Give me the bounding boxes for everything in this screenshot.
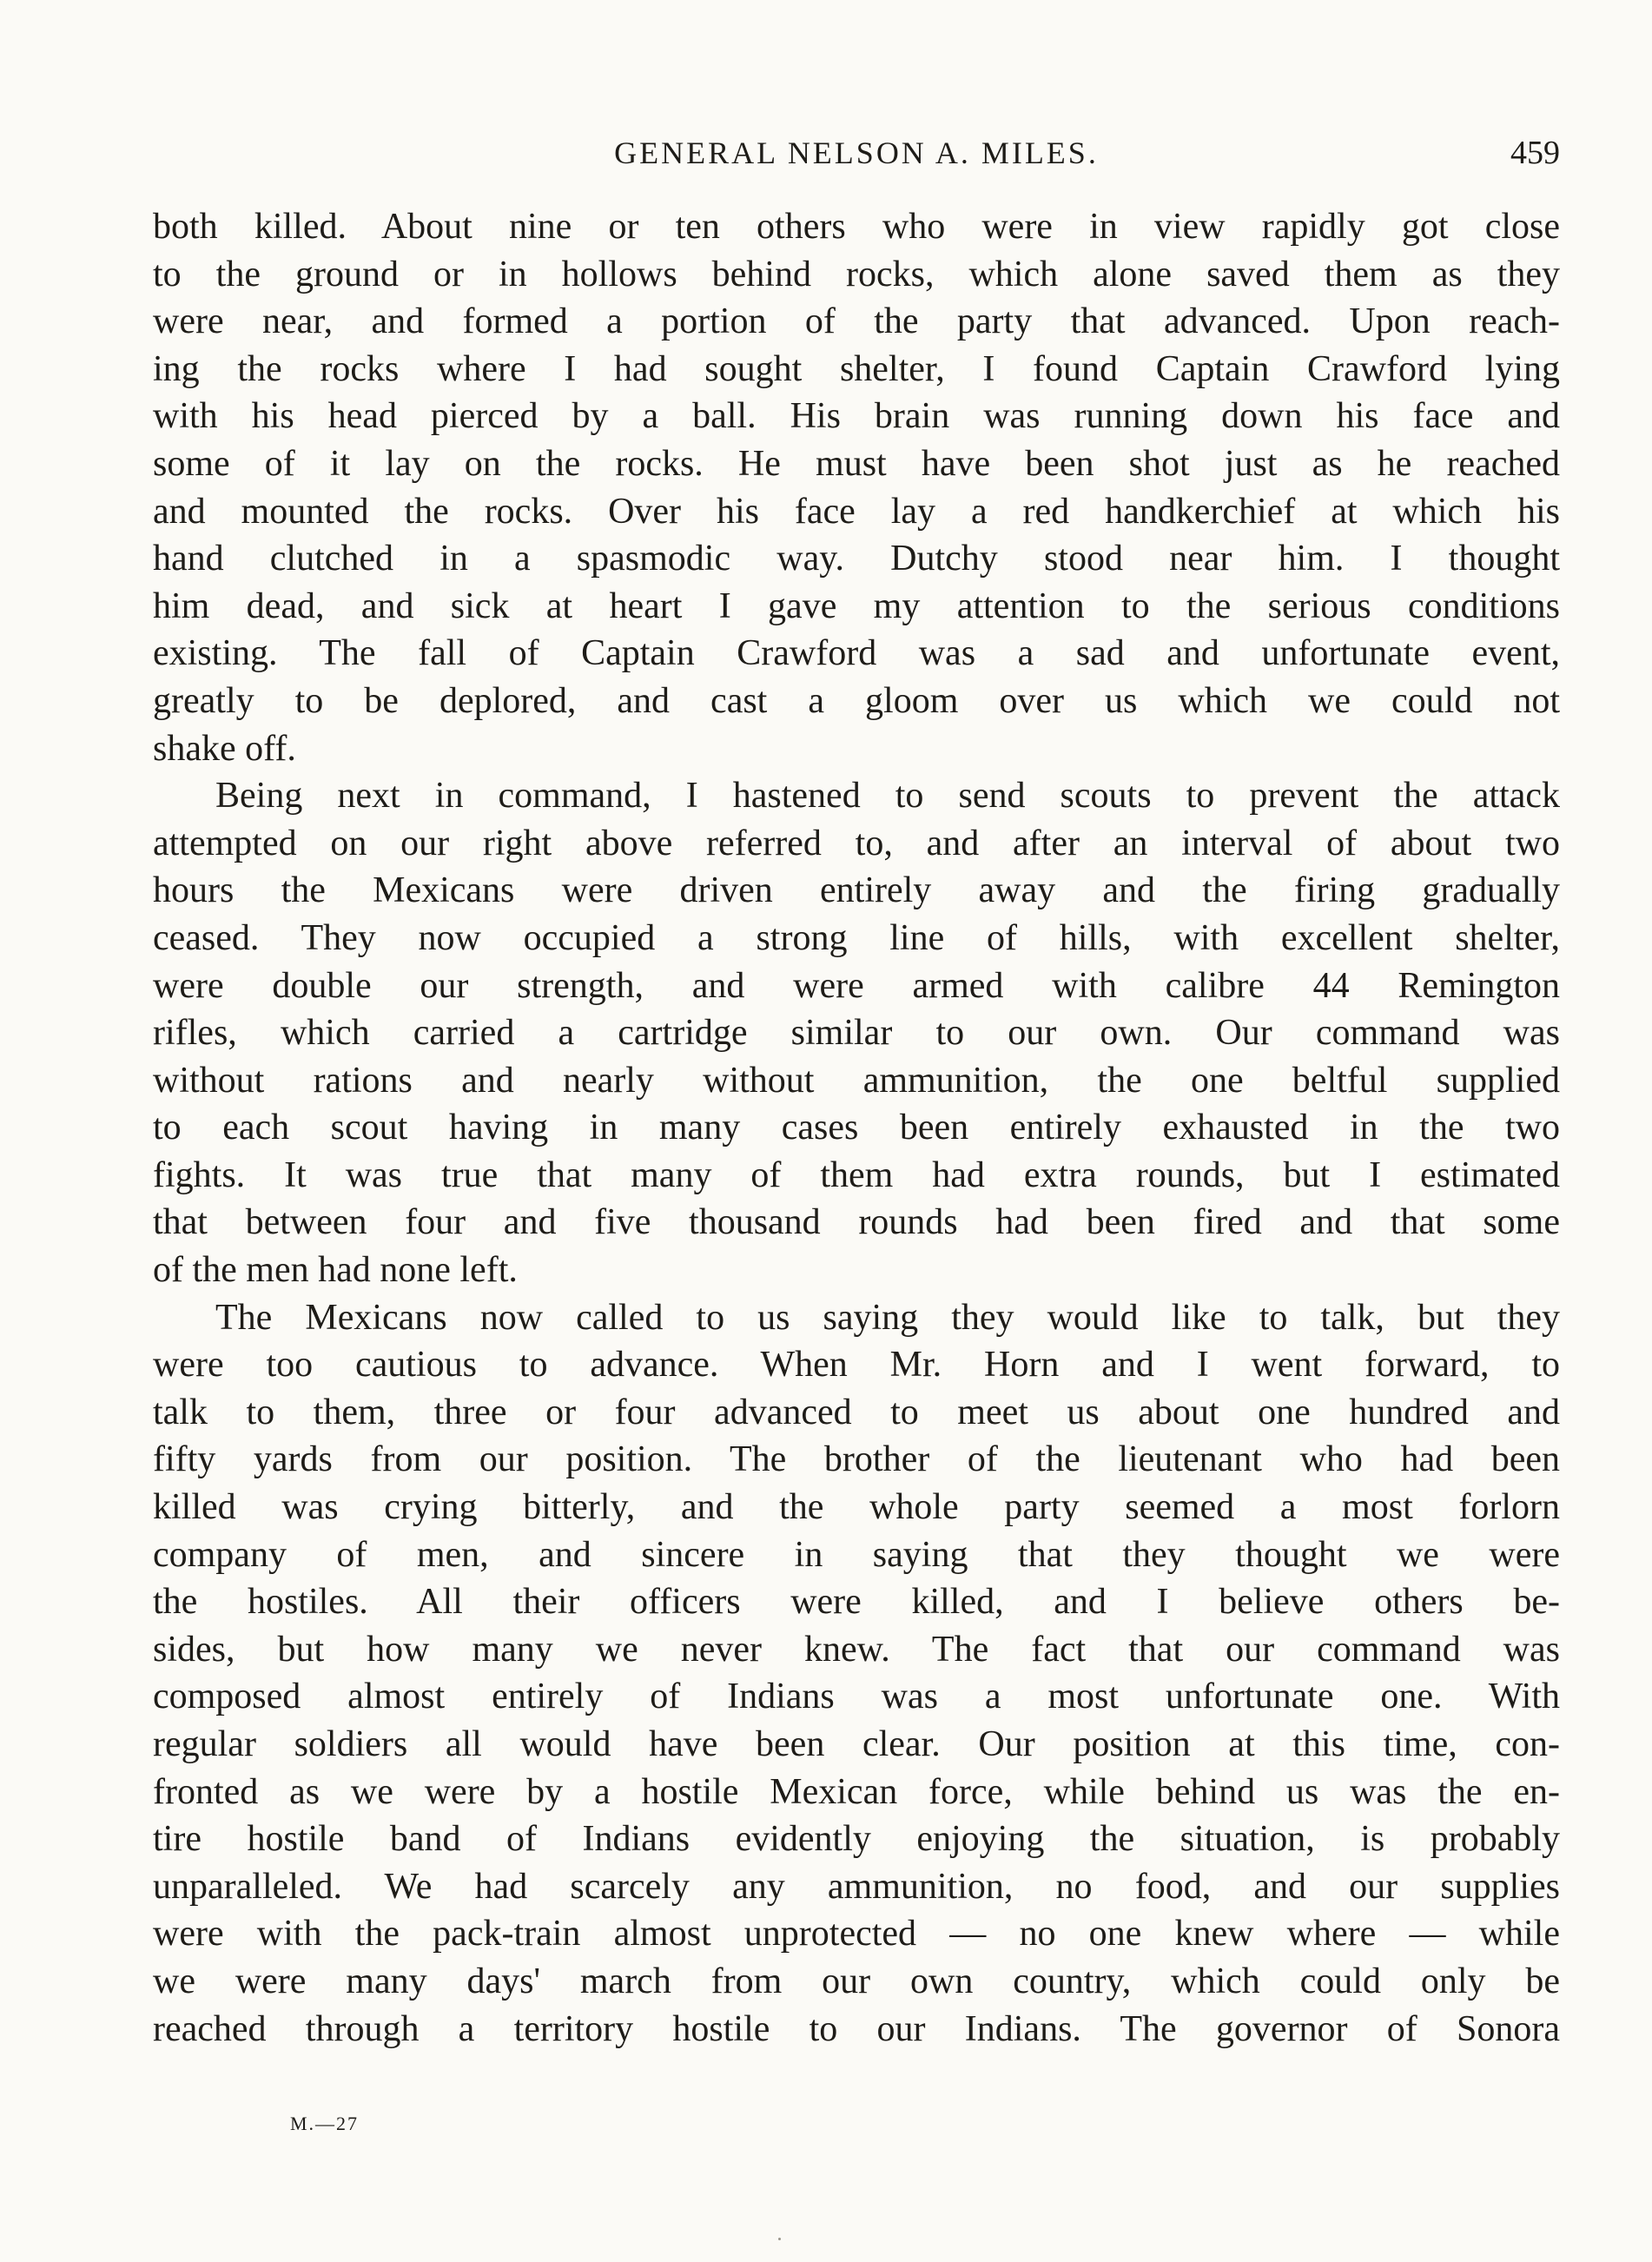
running-head (153, 127, 1560, 179)
text-line: of the men had none left. (153, 1250, 518, 1291)
text-line: hours the Mexicans were driven entirely away and the firing gradually (153, 870, 1560, 911)
text-line: some of it lay on the rocks. He must have been shot just as he reached (153, 443, 1560, 484)
signature-mark: M.—27 (290, 2113, 360, 2134)
paragraph-3 (153, 1294, 1560, 2054)
text-line: were near, and formed a portion of the party that advanced. Upon reach- (153, 301, 1560, 342)
text-line: The Mexicans now called to us saying they would like to talk, but they (215, 1297, 1560, 1338)
text-line: talk to them, three or four advanced to meet us about one hundred and (153, 1392, 1560, 1432)
text-line: Being next in command, I hastened to send scouts to prevent the attack (215, 776, 1560, 817)
text-line: to each scout having in many cases been entirely exhausted in the two (153, 1108, 1560, 1148)
text-line: ing the rocks where I had sought shelter, I found Captain Crawford lying (153, 348, 1560, 389)
text-line: fronted as we were by a hostile Mexican force, while behind us was the en- (153, 1771, 1560, 1812)
text-line: hand clutched in a spasmodic way. Dutchy stood near him. I thought (153, 539, 1560, 579)
text-line: regular soldiers all would have been clear. Our position at this time, con- (153, 1724, 1560, 1764)
text-line: composed almost entirely of Indians was a most unfortunate one. With (153, 1677, 1560, 1717)
text-line: both killed. About nine or ten others who were in view rapidly got close (153, 207, 1560, 247)
text-line: attempted on our right above referred to, and after an interval of about two (153, 823, 1560, 863)
text-line: fifty yards from our position. The brother of the lieutenant who had been (153, 1439, 1560, 1480)
text-line: the hostiles. All their officers were killed, and I believe others be- (153, 1582, 1560, 1623)
paragraph-1 (153, 203, 1560, 772)
running-title: GENERAL NELSON A. MILES. (614, 136, 1099, 170)
text-line: we were many days' march from our own country, which could only be (153, 1961, 1560, 2001)
text-line: him dead, and sick at heart I gave my attention to the serious conditions (153, 585, 1560, 626)
text-line: rifles, which carried a cartridge similar to our own. Our command was (153, 1013, 1560, 1054)
text-line: that between four and five thousand rounds had been fired and that some (153, 1202, 1560, 1243)
page-number: 459 (1510, 135, 1560, 171)
text-line: company of men, and sincere in saying that they thought we were (153, 1534, 1560, 1575)
text-line: sides, but how many we never knew. The fact that our command was (153, 1629, 1560, 1670)
body-text (153, 203, 1560, 2053)
text-line: killed was crying bitterly, and the whole party seemed a most forlorn (153, 1487, 1560, 1528)
text-line: existing. The fall of Captain Crawford was a sad and unfortunate event, (153, 633, 1560, 674)
text-line: to the ground or in hollows behind rocks, which alone saved them as they (153, 254, 1560, 294)
text-line: and mounted the rocks. Over his face lay a red handkerchief at which his (153, 491, 1560, 532)
text-line: fights. It was true that many of them had extra rounds, but I estimated (153, 1154, 1560, 1195)
text-line: were with the pack-train almost unprotected — no one knew where — while (153, 1914, 1560, 1954)
paragraph-2 (153, 772, 1560, 1294)
text-line: tire hostile band of Indians evidently enjoying the situation, is probably (153, 1819, 1560, 1860)
text-line: were double our strength, and were armed with calibre 44 Remington (153, 965, 1560, 1006)
text-line: greatly to be deplored, and cast a gloom over us which we could not (153, 680, 1560, 721)
text-line: unparalleled. We had scarcely any ammunition, no food, and our supplies (153, 1866, 1560, 1907)
text-line: were too cautious to advance. When Mr. Horn and I went forward, to (153, 1345, 1560, 1386)
text-line: shake off. (153, 728, 296, 769)
text-line: without rations and nearly without ammunition, the one beltful supplied (153, 1060, 1560, 1101)
text-line: ceased. They now occupied a strong line of hills, with excellent shelter, (153, 917, 1560, 958)
text-line: reached through a territory hostile to our Indians. The governor of Sonora (153, 2008, 1560, 2049)
paper-speck (778, 2238, 781, 2240)
text-line: with his head pierced by a ball. His brain was running down his face and (153, 396, 1560, 437)
